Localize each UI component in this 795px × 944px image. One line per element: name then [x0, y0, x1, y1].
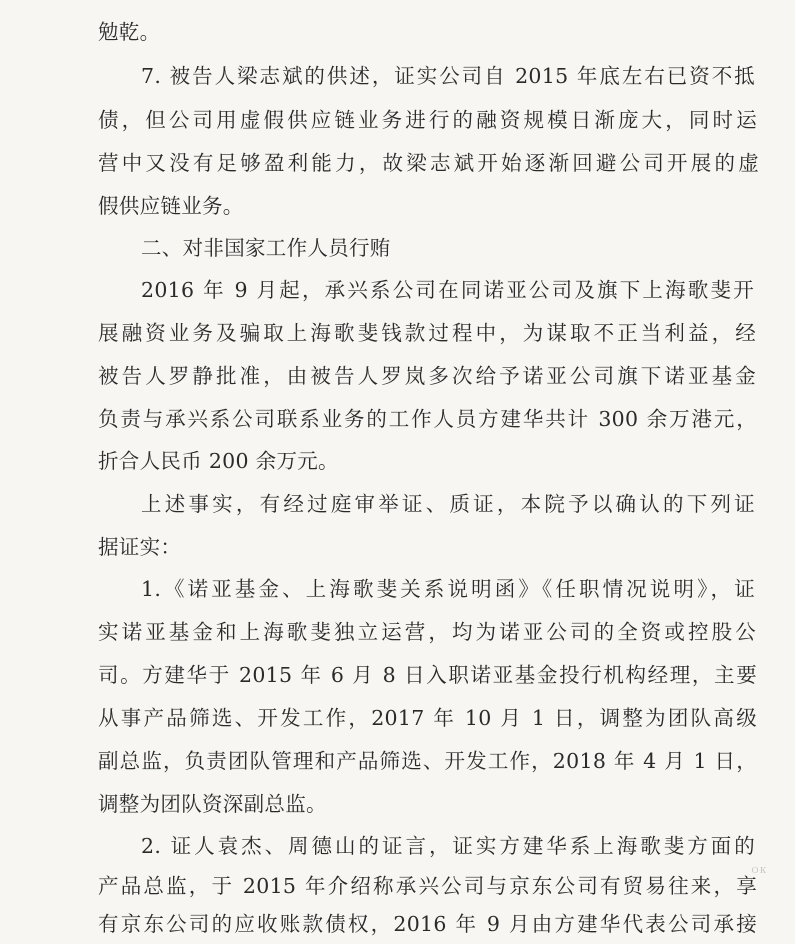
text-line: 1.《诺亚基金、上海歌斐关系说明函》《任职情况说明》，证: [141, 577, 755, 601]
text-line: 有京东公司的应收账款债权，2016 年 9 月由方建华代表公司承接: [98, 912, 757, 936]
text-line: 折合人民币 200 余万元。: [98, 449, 339, 473]
text-line: 假供应链业务。: [98, 194, 244, 218]
text-line: 实诺亚基金和上海歌斐独立运营，均为诺亚公司的全资或控股公: [98, 620, 756, 644]
text-line: 从事产品筛选、开发工作，2017 年 10 月 1 日，调整为团队高级: [98, 706, 757, 730]
text-line: 调整为团队资深副总监。: [98, 792, 327, 816]
text-line: 债，但公司用虚假供应链业务进行的融资规模日渐庞大，同时运: [98, 108, 757, 132]
section-heading: 二、对非国家工作人员行贿: [141, 236, 391, 260]
text-line: 司。方建华于 2015 年 6 月 8 日入职诺亚基金投行机构经理，主要: [98, 663, 757, 687]
text-line: 勉乾。: [98, 20, 161, 44]
text-line: 展融资业务及骗取上海歌斐钱款过程中，为谋取不正当利益，经: [98, 321, 756, 345]
text-line: 营中又没有足够盈利能力，故梁志斌开始逐渐回避公司开展的虚: [98, 151, 759, 175]
text-line: 7. 被告人梁志斌的供述，证实公司自 2015 年底左右已资不抵: [141, 64, 755, 88]
text-line: 2. 证人袁杰、周德山的证言，证实方建华系上海歌斐方面的: [141, 834, 755, 858]
text-line: 副总监，负责团队管理和产品筛选、开发工作，2018 年 4 月 1 日，: [98, 749, 757, 773]
text-line: 据证实：: [98, 535, 182, 559]
text-line: 负责与承兴系公司联系业务的工作人员方建华共计 300 余万港元，: [98, 407, 757, 431]
text-line: 被告人罗静批准，由被告人罗岚多次给予诺亚公司旗下诺亚基金: [98, 364, 756, 388]
text-line: 2016 年 9 月起，承兴系公司在同诺亚公司及旗下上海歌斐开: [141, 278, 754, 302]
text-line: 产品总监，于 2015 年介绍称承兴公司与京东公司有贸易往来，享: [98, 874, 757, 898]
corner-mark: ＯＫ: [751, 866, 767, 875]
text-line: 上述事实，有经过庭审举证、质证，本院予以确认的下列证: [141, 492, 755, 516]
